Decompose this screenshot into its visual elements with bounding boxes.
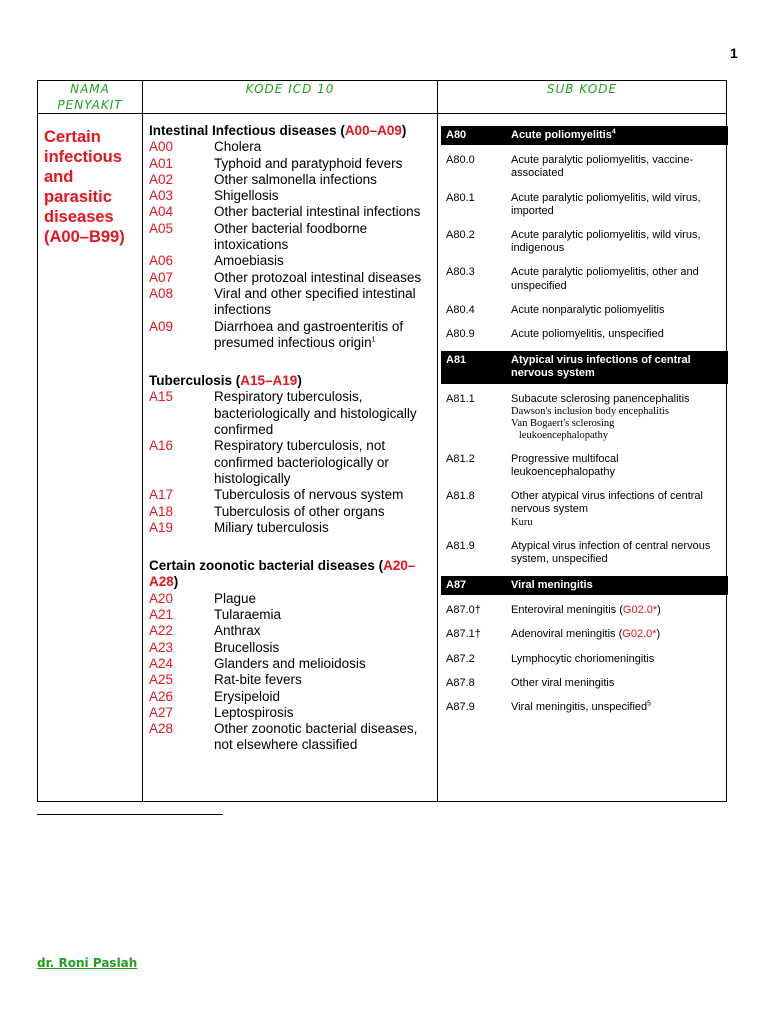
subcode-group xyxy=(441,351,728,566)
header-divider xyxy=(38,113,726,114)
icd-description: Respiratory tuberculosis, bacteriologically and histologically confirmed xyxy=(214,389,417,438)
icd-description: Plague xyxy=(214,590,257,606)
subcode-description: Other viral meningitis xyxy=(511,676,615,689)
icd-description: Shigellosis xyxy=(214,188,279,204)
icd-code-row xyxy=(149,623,434,639)
icd-code-column xyxy=(149,123,434,754)
icd-description: Other zoonotic bacterial diseases, not elsewhere classified xyxy=(214,721,418,753)
subcode: A87.8 xyxy=(446,676,475,689)
subgroup-header xyxy=(441,126,728,145)
subcode: A80.3 xyxy=(446,266,475,279)
icd-code-row xyxy=(149,689,434,705)
icd-code-row xyxy=(149,221,434,254)
footnote-marker: 4 xyxy=(611,128,616,136)
footnote-marker: 1 xyxy=(371,336,376,344)
subcode-description: Viral meningitis, unspecified$^5$ xyxy=(511,700,652,714)
subcode: A80.9 xyxy=(446,328,475,341)
icd-code-row xyxy=(149,286,434,319)
column-divider xyxy=(437,81,438,801)
icd-description: Viral and other specified intestinal infections xyxy=(214,285,416,318)
icd-code: A00 xyxy=(149,139,174,155)
icd-code-row xyxy=(149,705,434,721)
section-title: Tuberculosis (A15–A19) xyxy=(149,373,302,389)
subcode-row xyxy=(441,604,728,617)
icd-description: Tularaemia xyxy=(214,607,282,623)
icd-code: A04 xyxy=(149,204,174,220)
icd-table xyxy=(37,80,727,802)
icd-code: A08 xyxy=(149,285,174,301)
subgroup-title: Acute poliomyelitis$^4$ xyxy=(511,128,616,141)
subcode-row xyxy=(441,653,728,666)
subcode-row xyxy=(441,701,728,714)
inclusion-note: Dawson's inclusion body encephalitis Van Bogaert's sclerosing leukoencephalopathy xyxy=(511,405,669,441)
icd-description: Other bacterial foodborne intoxications xyxy=(214,220,368,253)
icd-code: A05 xyxy=(149,220,174,236)
icd-code: A22 xyxy=(149,623,174,639)
footnote-rule xyxy=(37,814,223,815)
subcode-description: Other atypical virus infections of central nervous system Kuru xyxy=(511,490,728,528)
subcode: A80.4 xyxy=(446,303,475,316)
subgroup-code: A80 xyxy=(446,129,467,141)
section-title: Intestinal Infectious diseases (A00–A09) xyxy=(149,123,407,138)
icd-code: A06 xyxy=(149,253,174,269)
icd-code-row xyxy=(149,188,434,204)
icd-code-row xyxy=(149,253,434,269)
icd-code: A09 xyxy=(149,318,174,334)
icd-code-row xyxy=(149,204,434,220)
inclusion-note: Kuru xyxy=(511,516,533,528)
subcode: A80.2 xyxy=(446,229,475,242)
subcode: A81.8 xyxy=(446,490,475,503)
icd-section xyxy=(149,558,434,754)
icd-code: A26 xyxy=(149,688,174,704)
icd-description: Other salmonella infections xyxy=(214,171,377,187)
icd-code: A18 xyxy=(149,503,174,519)
subcode-description: Enteroviral meningitis (G02.0*) xyxy=(511,604,661,617)
icd-code: A01 xyxy=(149,155,174,171)
subcode: A87.9 xyxy=(446,701,475,714)
section-range: A15–A19 xyxy=(240,373,298,389)
icd-description: Other bacterial intestinal infections xyxy=(214,204,421,220)
subcode-group xyxy=(441,126,728,341)
icd-code-row xyxy=(149,591,434,607)
subcode-row xyxy=(441,540,728,566)
icd-description: Miliary tuberculosis xyxy=(214,519,329,535)
subcode-description: Acute paralytic poliomyelitis, wild virus, indigenous xyxy=(511,229,701,255)
icd-description: Other protozoal intestinal diseases xyxy=(214,269,422,285)
icd-description: Tuberculosis of nervous system xyxy=(214,487,404,503)
subcode-description: Atypical virus infection of central nervous system, unspecified xyxy=(511,539,711,565)
icd-code: A23 xyxy=(149,639,174,655)
icd-code: A02 xyxy=(149,171,174,187)
subcode-description: Subacute sclerosing panencephalitis Dawson's inclusion body encephalitis Van Bogaert's sclerosing leukoencephalopathy xyxy=(511,393,728,442)
icd-description: Leptospirosis xyxy=(214,704,294,720)
section-title: Certain zoonotic bacterial diseases (A20–A28) xyxy=(149,558,416,590)
section-range: A20–A28 xyxy=(149,558,416,590)
icd-code-row xyxy=(149,172,434,188)
icd-code-row xyxy=(149,487,434,503)
subcode-row xyxy=(441,266,728,292)
icd-description: Anthrax xyxy=(214,623,261,639)
icd-code: A27 xyxy=(149,704,174,720)
footnote-marker: 5 xyxy=(647,700,652,708)
subcode: A80.0 xyxy=(446,154,475,167)
icd-description: Tuberculosis of other organs xyxy=(214,503,385,519)
subcode: A81.9 xyxy=(446,539,475,552)
icd-description: Brucellosis xyxy=(214,639,280,655)
icd-description: Cholera xyxy=(214,139,262,155)
icd-code: A16 xyxy=(149,438,174,454)
subcode-row xyxy=(441,490,728,528)
subgroup-title: Viral meningitis xyxy=(511,579,593,592)
subcode-row xyxy=(441,154,728,180)
subcode-group xyxy=(441,576,728,714)
subcode-row xyxy=(441,192,728,218)
header-kode-icd: KODE ICD 10 xyxy=(245,82,335,96)
subcode-description: Acute paralytic poliomyelitis, vaccine-associated xyxy=(511,154,694,180)
subcode: A87.1† xyxy=(446,628,481,641)
icd-code-row xyxy=(149,656,434,672)
icd-code: A21 xyxy=(149,607,174,623)
icd-code-row xyxy=(149,640,434,656)
icd-code: A28 xyxy=(149,721,174,737)
icd-description: Erysipeloid xyxy=(214,688,281,704)
disease-group-title: Certain infectious and parasitic diseases (A00–B99) xyxy=(44,128,125,246)
subcode-row xyxy=(441,677,728,690)
subcode-description: Acute paralytic poliomyelitis, other and unspecified xyxy=(511,266,699,292)
icd-code-row xyxy=(149,156,434,172)
subcode-row xyxy=(441,304,728,317)
icd-code: A19 xyxy=(149,519,174,535)
subcode-description: Acute poliomyelitis, unspecified xyxy=(511,328,664,341)
icd-description: Glanders and melioidosis xyxy=(214,655,366,671)
icd-code: A15 xyxy=(149,389,174,405)
icd-code-row xyxy=(149,607,434,623)
cross-reference: G02.0* xyxy=(622,604,658,617)
sub-code-column xyxy=(441,126,728,714)
icd-description: Respiratory tuberculosis, not confirmed bacteriologically or histologically xyxy=(214,438,389,486)
subcode-description: Acute paralytic poliomyelitis, wild virus, imported xyxy=(511,191,701,217)
subgroup-header xyxy=(441,351,728,383)
icd-description: Typhoid and paratyphoid fevers xyxy=(214,155,403,171)
subcode-row xyxy=(441,628,728,641)
icd-code: A07 xyxy=(149,269,174,285)
header-nama-penyakit: NAMA PENYAKIT xyxy=(57,82,123,112)
icd-code: A20 xyxy=(149,590,174,606)
subgroup-title: Atypical virus infections of central nervous system xyxy=(511,354,691,380)
subcode-row xyxy=(441,453,728,479)
header-sub-kode: SUB KODE xyxy=(546,82,618,96)
icd-code: A25 xyxy=(149,672,174,688)
section-range: A00–A09 xyxy=(344,123,402,138)
icd-code: A17 xyxy=(149,487,174,503)
icd-code-row xyxy=(149,389,434,438)
icd-description: Amoebiasis xyxy=(214,253,284,269)
subcode: A80.1 xyxy=(446,191,475,204)
icd-code-row xyxy=(149,139,434,155)
subcode-row xyxy=(441,393,728,442)
subcode-description: Acute nonparalytic poliomyelitis xyxy=(511,303,665,316)
subcode: A87.2 xyxy=(446,652,475,665)
icd-section xyxy=(149,373,434,536)
subcode-row xyxy=(441,229,728,255)
icd-section xyxy=(149,123,434,351)
subcode: A87.0† xyxy=(446,604,481,617)
subcode-description: Progressive multifocal leukoencephalopathy xyxy=(511,452,619,479)
icd-code: A03 xyxy=(149,188,174,204)
subgroup-code: A81 xyxy=(446,354,467,367)
subcode-row xyxy=(441,328,728,341)
icd-code-row xyxy=(149,672,434,688)
icd-code-row xyxy=(149,721,434,754)
subgroup-header xyxy=(441,576,728,595)
icd-code-row xyxy=(149,319,434,352)
icd-description: Diarrhoea and gastroenteritis of presumed infectious origin$^1$ xyxy=(214,318,404,350)
subcode-description: Lymphocytic choriomeningitis xyxy=(511,652,655,665)
subcode: A81.1 xyxy=(446,392,475,405)
icd-code-row xyxy=(149,504,434,520)
icd-code-row xyxy=(149,270,434,286)
author-name: dr. Roni Paslah xyxy=(37,956,138,970)
subgroup-code: A87 xyxy=(446,579,467,592)
icd-description: Rat-bite fevers xyxy=(214,672,302,688)
subcode-description: Adenoviral meningitis (G02.0*) xyxy=(511,628,661,641)
page-number: 1 xyxy=(730,45,738,61)
icd-code: A24 xyxy=(149,655,174,671)
subcode: A81.2 xyxy=(446,452,475,465)
icd-code-row xyxy=(149,520,434,536)
icd-code-row xyxy=(149,438,434,487)
column-divider xyxy=(142,81,143,801)
cross-reference: G02.0* xyxy=(622,628,657,641)
